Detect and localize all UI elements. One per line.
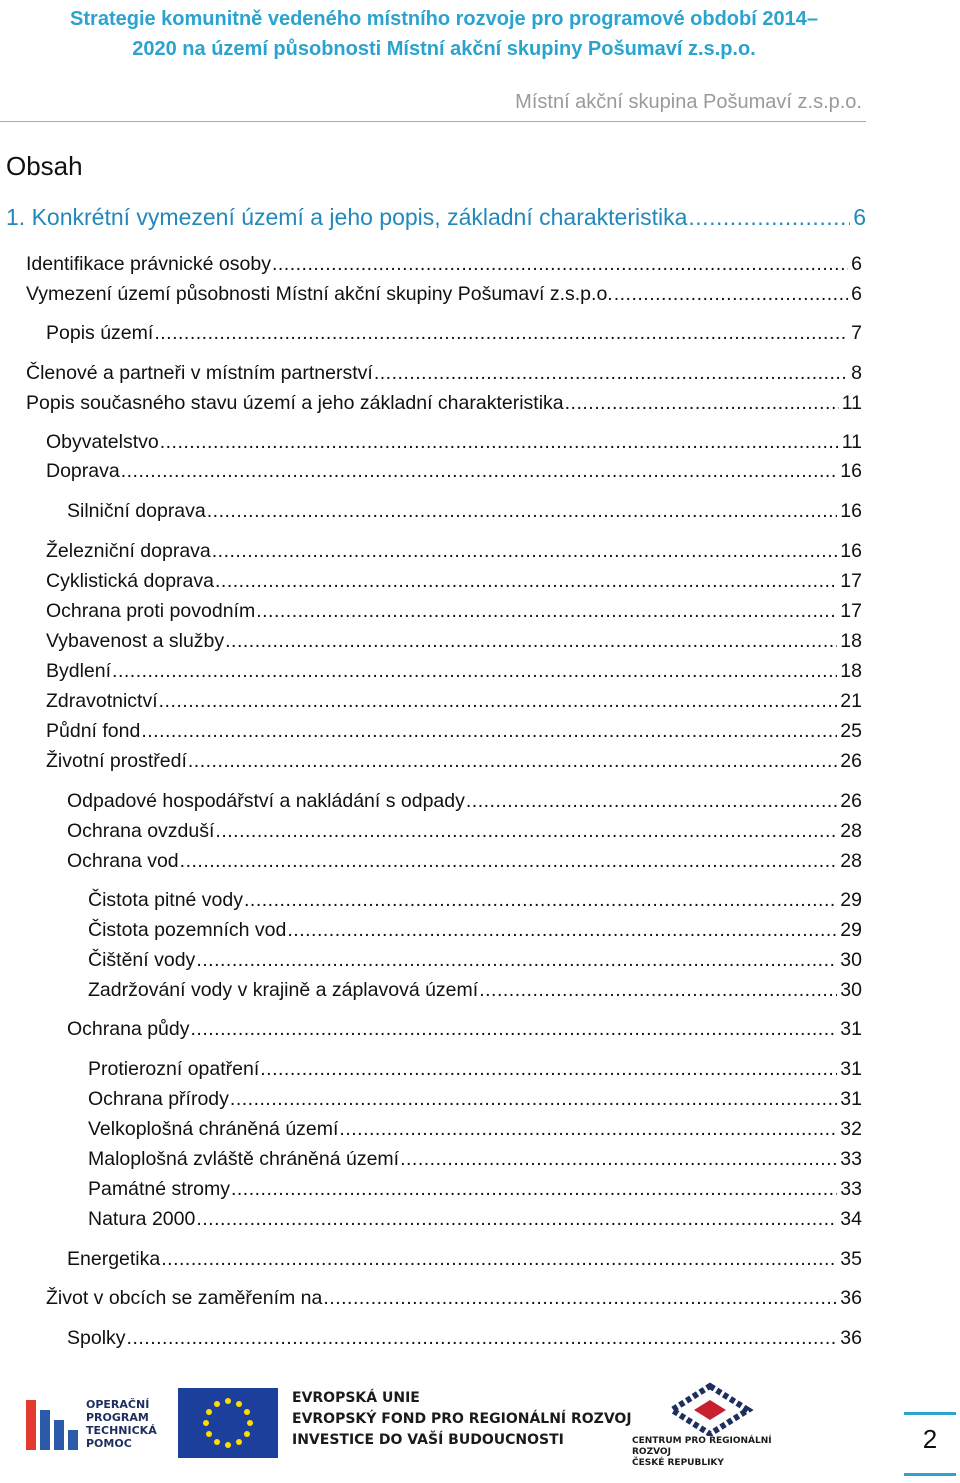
eu-text-line: EVROPSKÁ UNIE (292, 1390, 420, 1406)
crr-emblem-icon (622, 1382, 812, 1436)
toc-entry[interactable]: Doprava ..... 16 (46, 460, 862, 483)
toc-entry[interactable]: Spolky ..... 36 (67, 1327, 862, 1350)
eu-flag-icon (178, 1388, 278, 1458)
toc-entry[interactable]: Půdní fond ..... 25 (46, 720, 862, 743)
page-number: 2 (922, 1424, 938, 1454)
crr-text-line: CENTRUM PRO REGIONÁLNÍ ROZVOJ (632, 1436, 772, 1457)
toc-entry[interactable]: Energetika ..... 35 (67, 1248, 862, 1271)
toc-entry[interactable]: Popis území ..... 7 (46, 322, 862, 345)
toc-heading: Obsah (6, 151, 83, 181)
op-logo-line: TECHNICKÁ (86, 1424, 157, 1437)
eu-fund-text (292, 1388, 632, 1451)
toc-entry[interactable]: Natura 2000 ..... 34 (88, 1208, 862, 1231)
header-divider (0, 121, 866, 122)
toc-entry[interactable]: Obyvatelstvo ..... 11 (46, 431, 862, 454)
op-logo-line: PROGRAM (86, 1411, 149, 1424)
toc-entry[interactable]: Identifikace právnické osoby ..... 6 (26, 253, 862, 276)
toc-entry[interactable]: Vybavenost a služby ..... 18 (46, 630, 862, 653)
toc-entry[interactable]: 1. Konkrétní vymezení území a jeho popis, základní charakteristika ..... 6 (6, 204, 866, 231)
toc-entry[interactable]: Čistota pitné vody ..... 29 (88, 889, 862, 912)
toc-entry[interactable]: Velkoplošná chráněná území ..... 32 (88, 1118, 862, 1141)
toc-entry[interactable]: Život v obcích se zaměřením na ..... 36 (46, 1287, 862, 1310)
crr-logo (622, 1382, 812, 1472)
toc-entry[interactable]: Čistota pozemních vod ..... 29 (88, 919, 862, 942)
toc-entry[interactable]: Členové a partneři v místním partnerství ..... 8 (26, 362, 862, 385)
organization-name: Místní akční skupina Pošumaví z.s.p.o. (515, 91, 862, 113)
toc-entry[interactable]: Vymezení území působnosti Místní akční skupiny Pošumaví z.s.p.o. ..... 6 (26, 283, 862, 306)
toc-entry[interactable]: Čištění vody ..... 30 (88, 949, 862, 972)
toc-entry[interactable]: Železniční doprava ..... 16 (46, 540, 862, 563)
toc-entry[interactable]: Ochrana ovzduší ..... 28 (67, 820, 862, 843)
op-logo-icon (22, 1398, 82, 1454)
toc-entry[interactable]: Zdravotnictví ..... 21 (46, 690, 862, 713)
eu-text-line: INVESTICE DO VAŠÍ BUDOUCNOSTI (292, 1432, 564, 1448)
toc-entry[interactable]: Ochrana vod ..... 28 (67, 850, 862, 873)
page-number-rule-bottom (904, 1473, 956, 1476)
toc-entry[interactable]: Bydlení ..... 18 (46, 660, 862, 683)
op-technical-assistance-logo (22, 1390, 162, 1458)
toc-entry[interactable]: Životní prostředí ..... 26 (46, 750, 862, 773)
document-title (14, 4, 874, 64)
op-logo-line: POMOC (86, 1437, 132, 1450)
toc-entry[interactable]: Silniční doprava ..... 16 (67, 500, 862, 523)
toc-entry[interactable]: Maloplošná zvláště chráněná území ..... 33 (88, 1148, 862, 1171)
page-number-rule-top (904, 1412, 956, 1415)
toc-entry[interactable]: Památné stromy ..... 33 (88, 1178, 862, 1201)
document-title-line-1: Strategie komunitně vedeného místního rozvoje pro programové období 2014– (70, 8, 818, 30)
footer (0, 1370, 960, 1483)
toc-entry[interactable]: Ochrana proti povodním ..... 17 (46, 600, 862, 623)
toc-entry[interactable]: Odpadové hospodářství a nakládání s odpady ..... 26 (67, 790, 862, 813)
toc-entry[interactable]: Protierozní opatření ..... 31 (88, 1058, 862, 1081)
document-title-line-2: 2020 na území působnosti Místní akční skupiny Pošumaví z.s.p.o. (132, 38, 756, 60)
eu-text-line: EVROPSKÝ FOND PRO REGIONÁLNÍ ROZVOJ (292, 1411, 632, 1427)
crr-text-line: ČESKÉ REPUBLIKY (632, 1458, 724, 1468)
toc-entry[interactable]: Ochrana půdy ..... 31 (67, 1018, 862, 1041)
toc-entry[interactable]: Cyklistická doprava ..... 17 (46, 570, 862, 593)
page-number-box (904, 1412, 956, 1476)
toc-entry[interactable]: Popis současného stavu území a jeho základní charakteristika ..... 11 (26, 392, 862, 415)
toc-entry[interactable]: Zadržování vody v krajině a záplavová území ..... 30 (88, 979, 862, 1002)
op-logo-line: OPERAČNÍ (86, 1398, 150, 1411)
toc-entry[interactable]: Ochrana přírody ..... 31 (88, 1088, 862, 1111)
